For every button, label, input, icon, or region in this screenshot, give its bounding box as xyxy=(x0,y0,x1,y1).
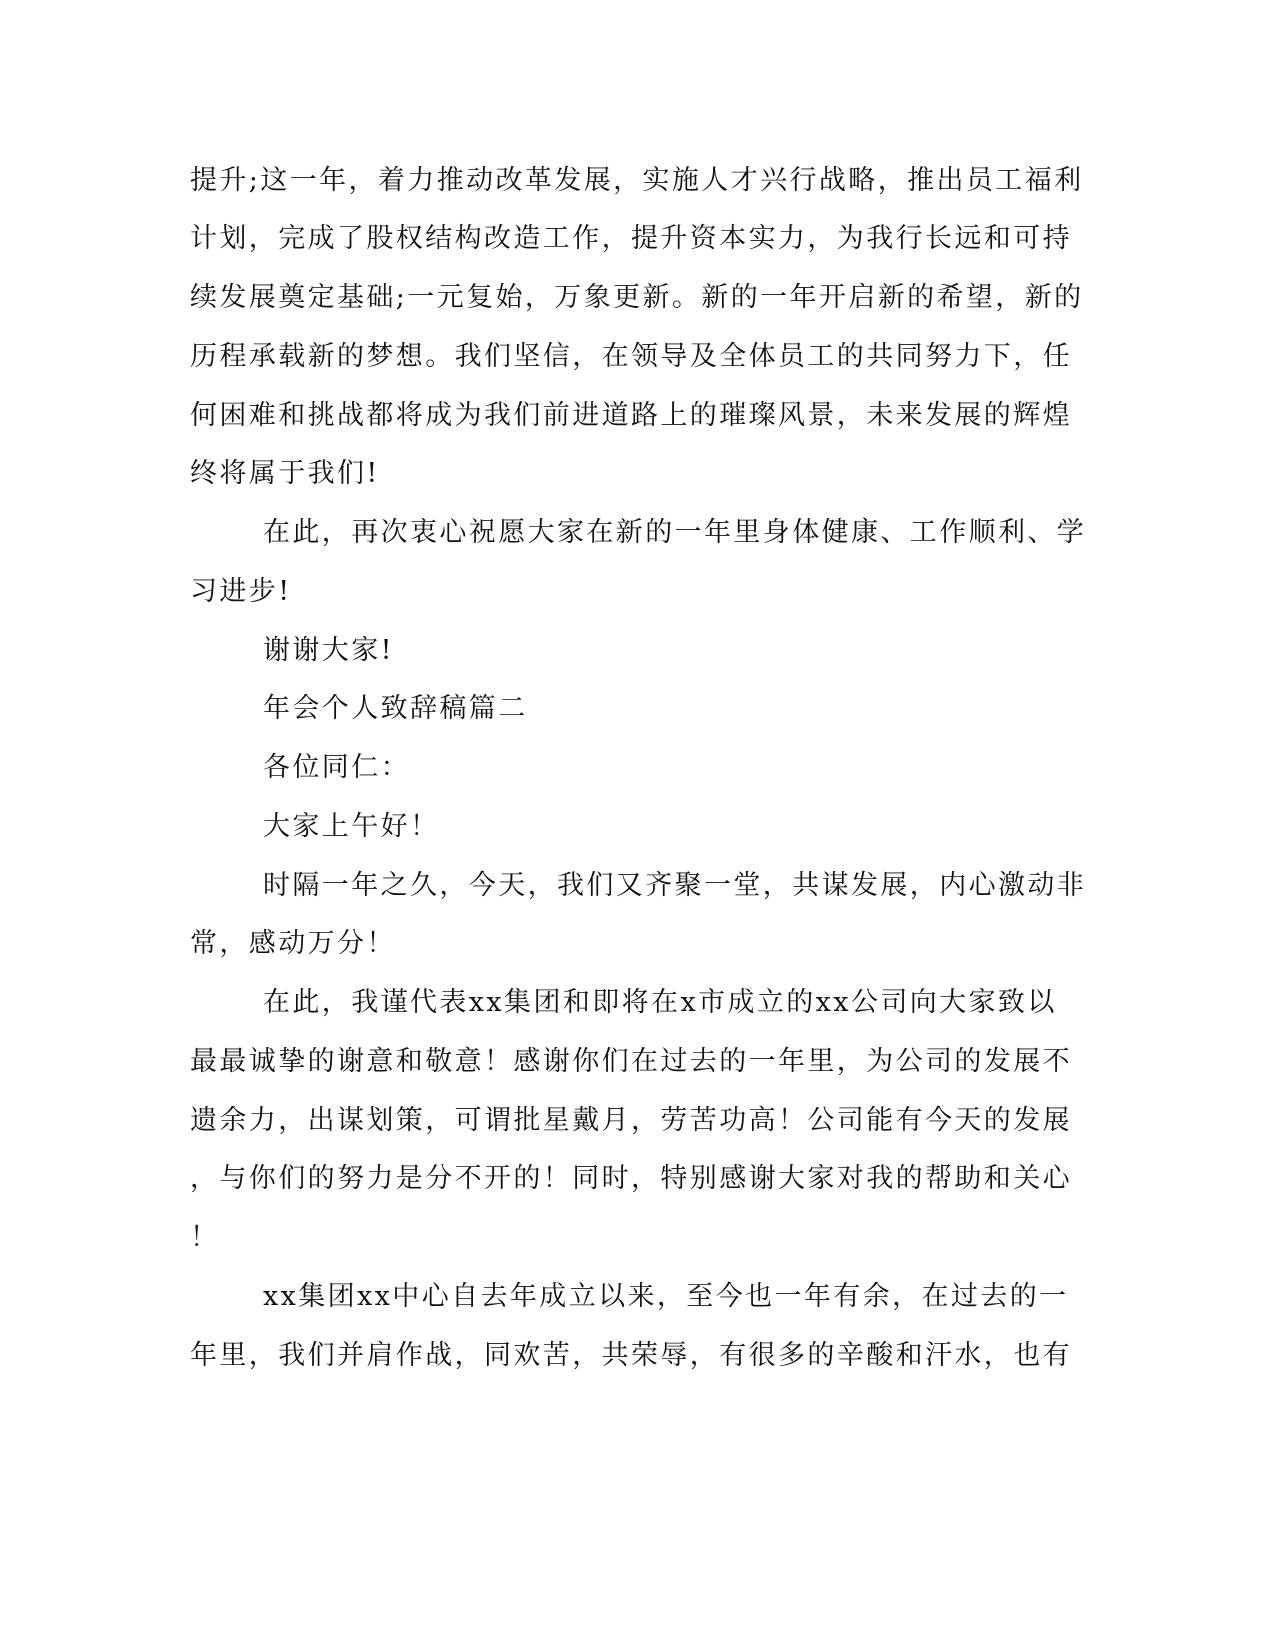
text-line: 终将属于我们! xyxy=(190,458,380,489)
text-line: 常，感动万分！ xyxy=(190,928,396,959)
text-line: 计划，完成了股权结构改造工作，提升资本实力，为我行长远和可持 xyxy=(190,223,1072,254)
greeting: 大家上午好！ xyxy=(263,811,440,842)
text-line: 在此，我谨代表xx集团和即将在x市成立的xx公司向大家致以 xyxy=(263,987,1057,1018)
text-line: 在此，再次衷心祝愿大家在新的一年里身体健康、工作顺利、学 xyxy=(263,517,1087,548)
salutation: 各位同仁： xyxy=(263,752,410,783)
text-line: 何困难和挑战都将成为我们前进道路上的璀璨风景，未来发展的辉煌 xyxy=(190,400,1072,431)
text-line: xx集团xx中心自去年成立以来，至今也一年有余，在过去的一 xyxy=(263,1281,1069,1312)
text-line: 历程承载新的梦想。我们坚信，在领导及全体员工的共同努力下，任 xyxy=(190,341,1072,372)
text-line: 续发展奠定基础;一元复始，万象更新。新的一年开启新的希望，新的 xyxy=(190,282,1084,313)
text-line: 年里，我们并肩作战，同欢苦，共荣辱，有很多的辛酸和汗水，也有 xyxy=(190,1340,1072,1371)
text-line: ，与你们的努力是分不开的！同时，特别感谢大家对我的帮助和关心 xyxy=(190,1163,1072,1194)
text-line: 谢谢大家! xyxy=(263,635,394,666)
section-heading: 年会个人致辞稿篇二 xyxy=(263,693,528,724)
text-line: ！ xyxy=(190,1222,220,1253)
text-line: 时隔一年之久，今天，我们又齐聚一堂，共谋发展，内心激动非 xyxy=(263,870,1087,901)
text-line: 最最诚挚的谢意和敬意！感谢你们在过去的一年里，为公司的发展不 xyxy=(190,1046,1072,1077)
text-line: 习进步! xyxy=(190,576,292,607)
text-line: 提升;这一年，着力推动改革发展，实施人才兴行战略，推出员工福利 xyxy=(190,165,1084,196)
text-line: 遗余力，出谋划策，可谓批星戴月，劳苦功高！公司能有今天的发展 xyxy=(190,1105,1072,1136)
